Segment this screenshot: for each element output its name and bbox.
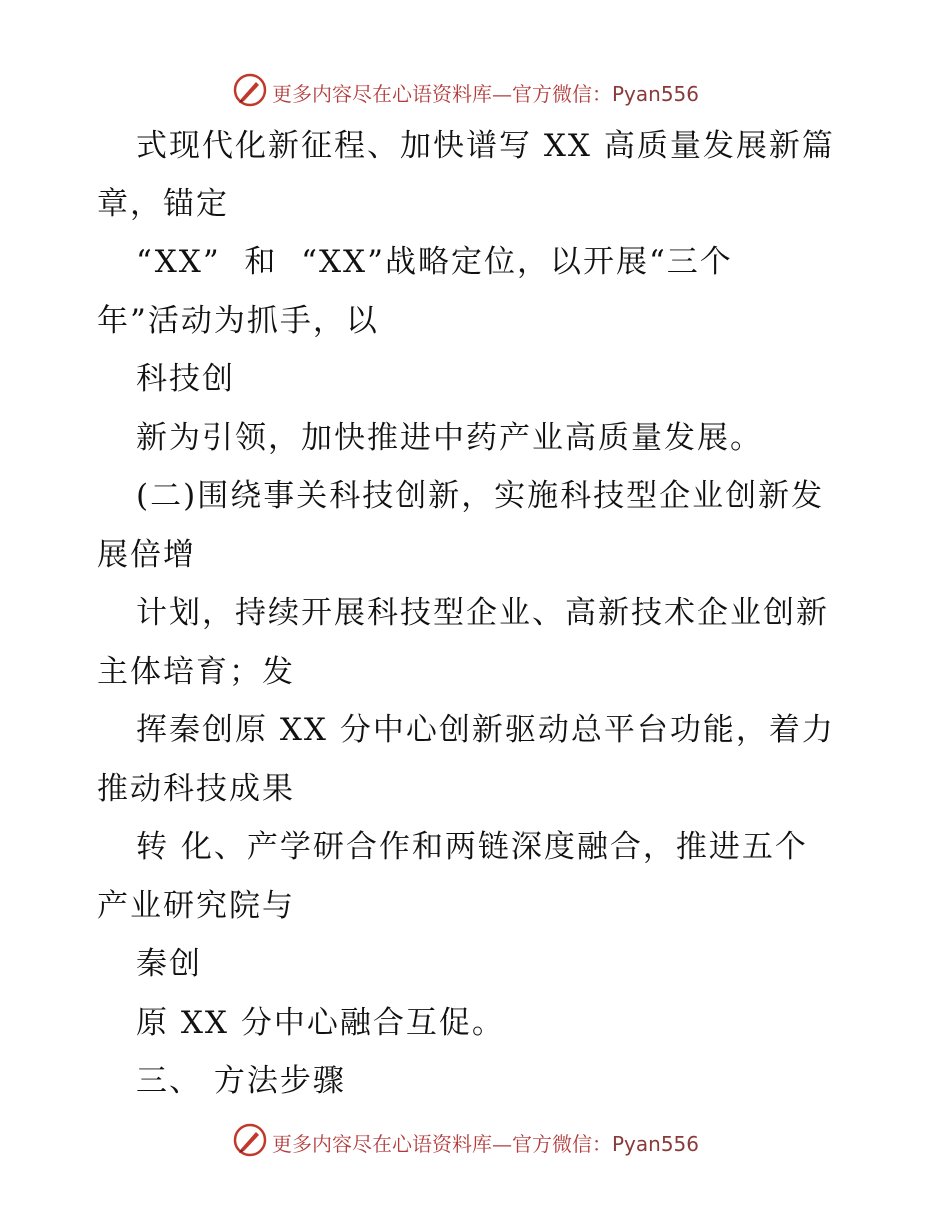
banner-text: 更多内容尽在心语资料库—官方微信：Pyan556: [272, 1132, 700, 1156]
text-line: 计划，持续开展科技型企业、高新技术企业创新: [136, 595, 829, 631]
text-line: 转 化、产学研合作和两链深度融合，推进五个: [136, 829, 808, 865]
text-line: 产业研究院与: [97, 888, 295, 924]
pen-logo-icon: [232, 1122, 268, 1158]
text-line: 式现代化新征程、加快谱写 XX 高质量发展新篇: [136, 128, 835, 164]
wechat-id: Pyan556: [612, 1132, 700, 1156]
text-line: 挥秦创原 XX 分中心创新驱动总平台功能，着力: [136, 712, 835, 748]
text-line: 科技创: [136, 361, 235, 397]
wechat-id: Pyan556: [612, 82, 700, 106]
text-line: “XX” 和 “XX”战略定位，以开展“三个: [136, 244, 733, 280]
text-line: 秦创: [136, 946, 202, 982]
text-line: 年”活动为抓手，以: [97, 303, 379, 339]
pen-logo-icon: [232, 72, 268, 108]
text-line: 章，锚定: [97, 186, 229, 222]
text-line: 三、 方法步骤: [136, 1063, 346, 1099]
text-line: 展倍增: [97, 537, 196, 573]
text-line: 主体培育；发: [97, 654, 295, 690]
banner-text: 更多内容尽在心语资料库—官方微信：Pyan556: [272, 82, 700, 106]
text-line: 新为引领，加快推进中药产业高质量发展。: [136, 420, 763, 456]
text-line: (二)围绕事关科技创新，实施科技型企业创新发: [136, 478, 825, 514]
text-line: 推动科技成果: [97, 771, 295, 807]
footer-banner: [0, 1120, 950, 1160]
header-banner: [0, 70, 950, 110]
text-line: 原 XX 分中心融合互促。: [136, 1005, 505, 1041]
